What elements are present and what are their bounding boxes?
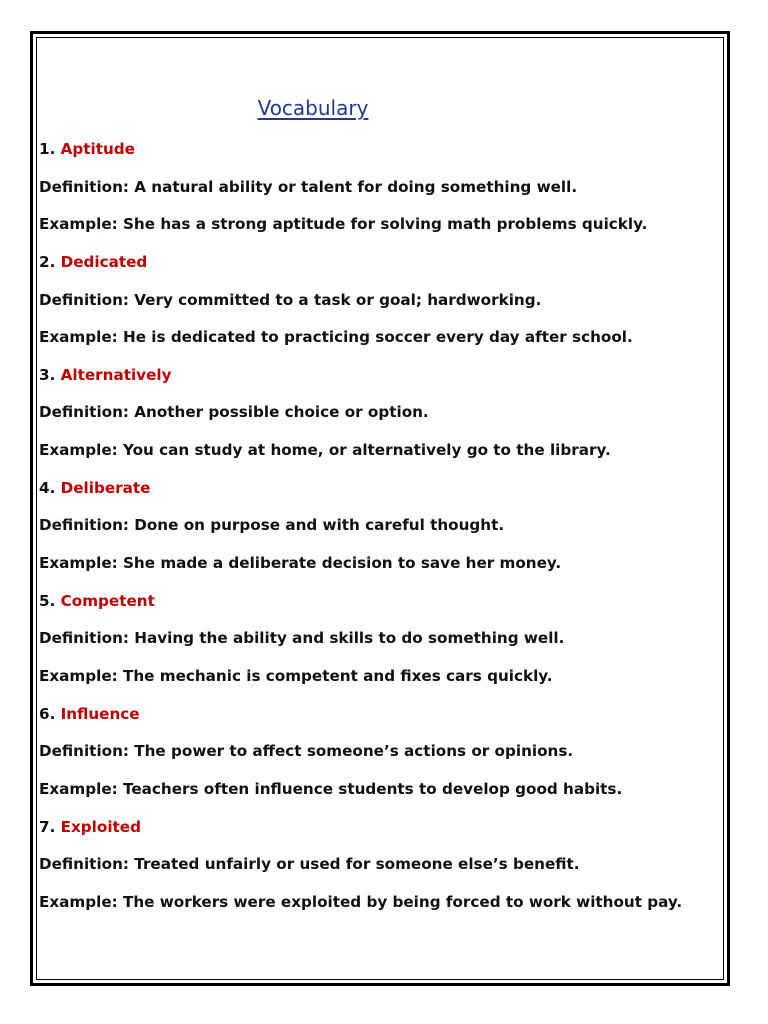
- entry-6-definition: Definition: The power to affect someone’s actions or opinions.: [39, 742, 574, 761]
- entry-6-number: 6.: [39, 704, 56, 723]
- entry-5-definition: Definition: Having the ability and skills to do something well.: [39, 629, 565, 648]
- entry-6-word: Influence: [60, 704, 140, 723]
- entry-1-definition: Definition: A natural ability or talent for doing something well.: [39, 177, 578, 196]
- vocabulary-list: [39, 131, 724, 921]
- entry-3-heading: [39, 357, 724, 395]
- entry-1-example: Example: She has a strong aptitude for solving math problems quickly.: [39, 215, 648, 234]
- entry-2-example: Example: He is dedicated to practicing soccer every day after school.: [39, 328, 633, 347]
- entry-3-definition: Definition: Another possible choice or option.: [39, 403, 429, 422]
- entry-5-heading: [39, 583, 724, 621]
- entry-6-heading: [39, 696, 724, 734]
- entry-2-word: Dedicated: [60, 252, 148, 271]
- entry-2-definition: Definition: Very committed to a task or goal; hardworking.: [39, 290, 542, 309]
- entry-1-number: 1.: [39, 140, 56, 158]
- entry-6-example: Example: Teachers often influence students to develop good habits.: [39, 779, 623, 798]
- entry-7-example: Example: The workers were exploited by being forced to work without pay.: [39, 892, 683, 911]
- entry-7-definition: Definition: Treated unfairly or used for someone else’s benefit.: [39, 855, 580, 874]
- page-title: Vocabulary: [257, 96, 369, 120]
- entry-5-number: 5.: [39, 591, 56, 610]
- entry-1-word: Aptitude: [60, 140, 135, 158]
- entry-7-word: Exploited: [60, 817, 141, 836]
- entry-7-number: 7.: [39, 817, 56, 836]
- entry-2-heading: [39, 244, 724, 282]
- entry-3-number: 3.: [39, 365, 56, 384]
- entry-1-heading: [39, 131, 724, 169]
- entry-4-example: Example: She made a deliberate decision to save her money.: [39, 554, 562, 573]
- entry-4-heading: [39, 470, 724, 508]
- entry-3-example: Example: You can study at home, or alternatively go to the library.: [39, 441, 611, 460]
- entry-4-word: Deliberate: [60, 478, 151, 497]
- entry-2-number: 2.: [39, 252, 56, 271]
- entry-5-word: Competent: [60, 591, 155, 610]
- entry-3-word: Alternatively: [60, 365, 172, 384]
- entry-7-heading: [39, 809, 724, 847]
- entry-4-number: 4.: [39, 478, 56, 497]
- entry-5-example: Example: The mechanic is competent and fixes cars quickly.: [39, 666, 553, 685]
- entry-4-definition: Definition: Done on purpose and with careful thought.: [39, 516, 505, 535]
